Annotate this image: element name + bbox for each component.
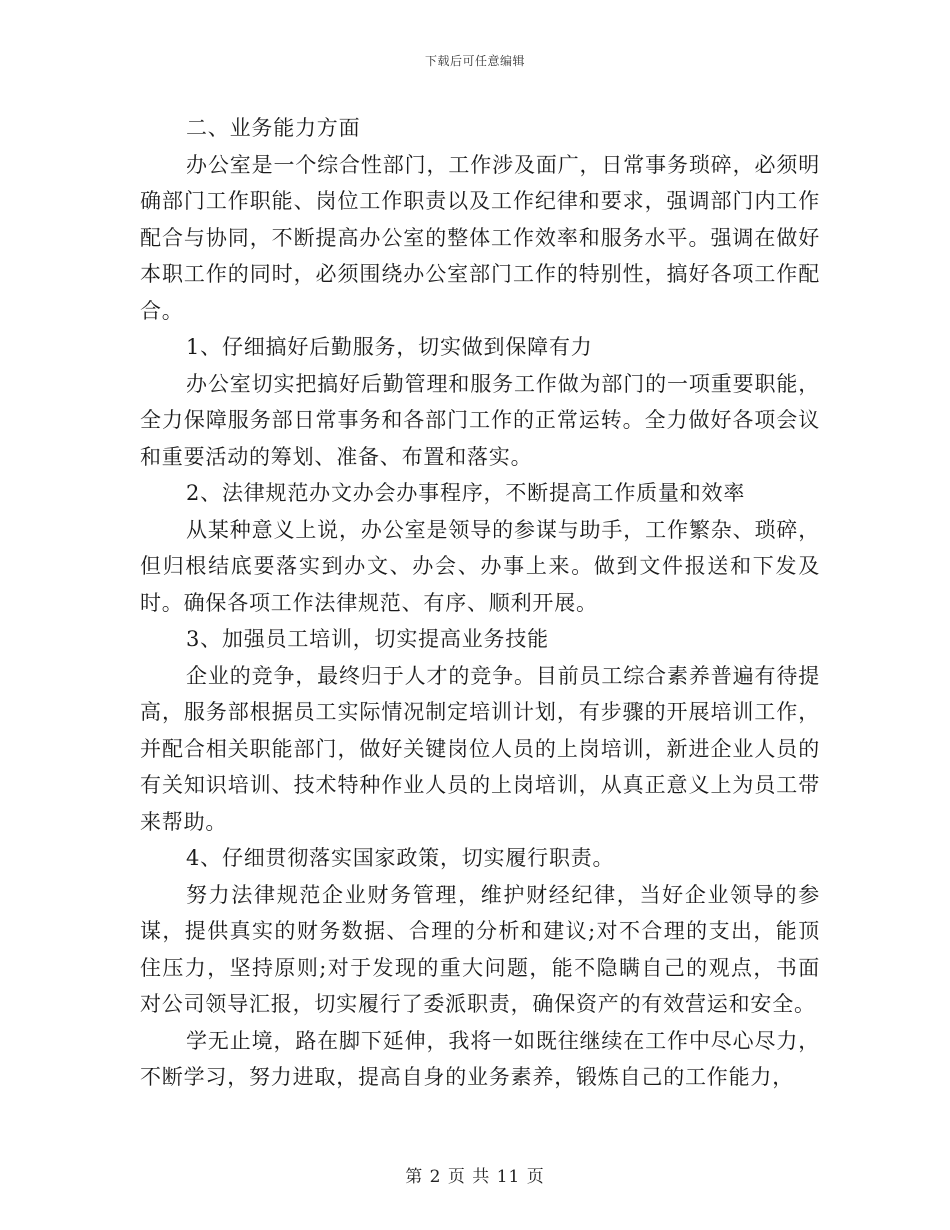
paragraph: 努力法律规范企业财务管理，维护财经纪律，当好企业领导的参谋，提供真实的财务数据、合理的分析和建议;对不合理的支出，能顶住压力，坚持原则;对于发现的重大问题，能不隐瞒自己的观点，书面对公司领导汇报，切实履行了委派职责，确保资产的有效营运和安全。 <box>140 882 820 1016</box>
paragraph: 办公室切实把搞好后勤管理和服务工作做为部门的一项重要职能，全力保障服务部日常事务和各部门工作的正常运转。全力做好各项会议和重要活动的筹划、准备、布置和落实。 <box>140 371 820 469</box>
paragraph: 从某种意义上说，办公室是领导的参谋与助手，工作繁杂、琐碎，但归根结底要落实到办文、办会、办事上来。做到文件报送和下发及时。确保各项工作法律规范、有序、顺利开展。 <box>140 517 820 615</box>
paragraph: 办公室是一个综合性部门，工作涉及面广，日常事务琐碎，必须明确部门工作职能、岗位工作职责以及工作纪律和要求，强调部门内工作配合与协同，不断提高办公室的整体工作效率和服务水平。强调在做好本职工作的同时，必须围绕办公室部门工作的特别性，搞好各项工作配合。 <box>140 152 820 323</box>
paragraph: 企业的竞争，最终归于人才的竞争。目前员工综合素养普遍有待提高，服务部根据员工实际情况制定培训计划，有步骤的开展培训工作，并配合相关职能部门，做好关键岗位人员的上岗培训，新进企业人员的有关知识培训、技术特种作业人员的上岗培训，从真正意义上为员工带来帮助。 <box>140 663 820 834</box>
page-number: 第 2 页 共 11 页 <box>405 1167 545 1187</box>
subsection-heading: 4、仔细贯彻落实国家政策，切实履行职责。 <box>186 846 615 870</box>
subsection-heading: 3、加强员工培训，切实提高业务技能 <box>186 627 549 651</box>
subsection-heading: 2、法律规范办文办会办事程序，不断提高工作质量和效率 <box>186 481 746 505</box>
section-heading: 二、业务能力方面 <box>186 116 361 140</box>
document-body <box>140 110 820 1096</box>
paragraph: 学无止境，路在脚下延伸，我将一如既往继续在工作中尽心尽力，不断学习，努力进取，提高自身的业务素养，锻炼自己的工作能力， <box>140 1028 820 1089</box>
page-header-note: 下载后可任意编辑 <box>424 54 525 68</box>
subsection-heading: 1、仔细搞好后勤服务，切实做到保障有力 <box>186 335 593 359</box>
